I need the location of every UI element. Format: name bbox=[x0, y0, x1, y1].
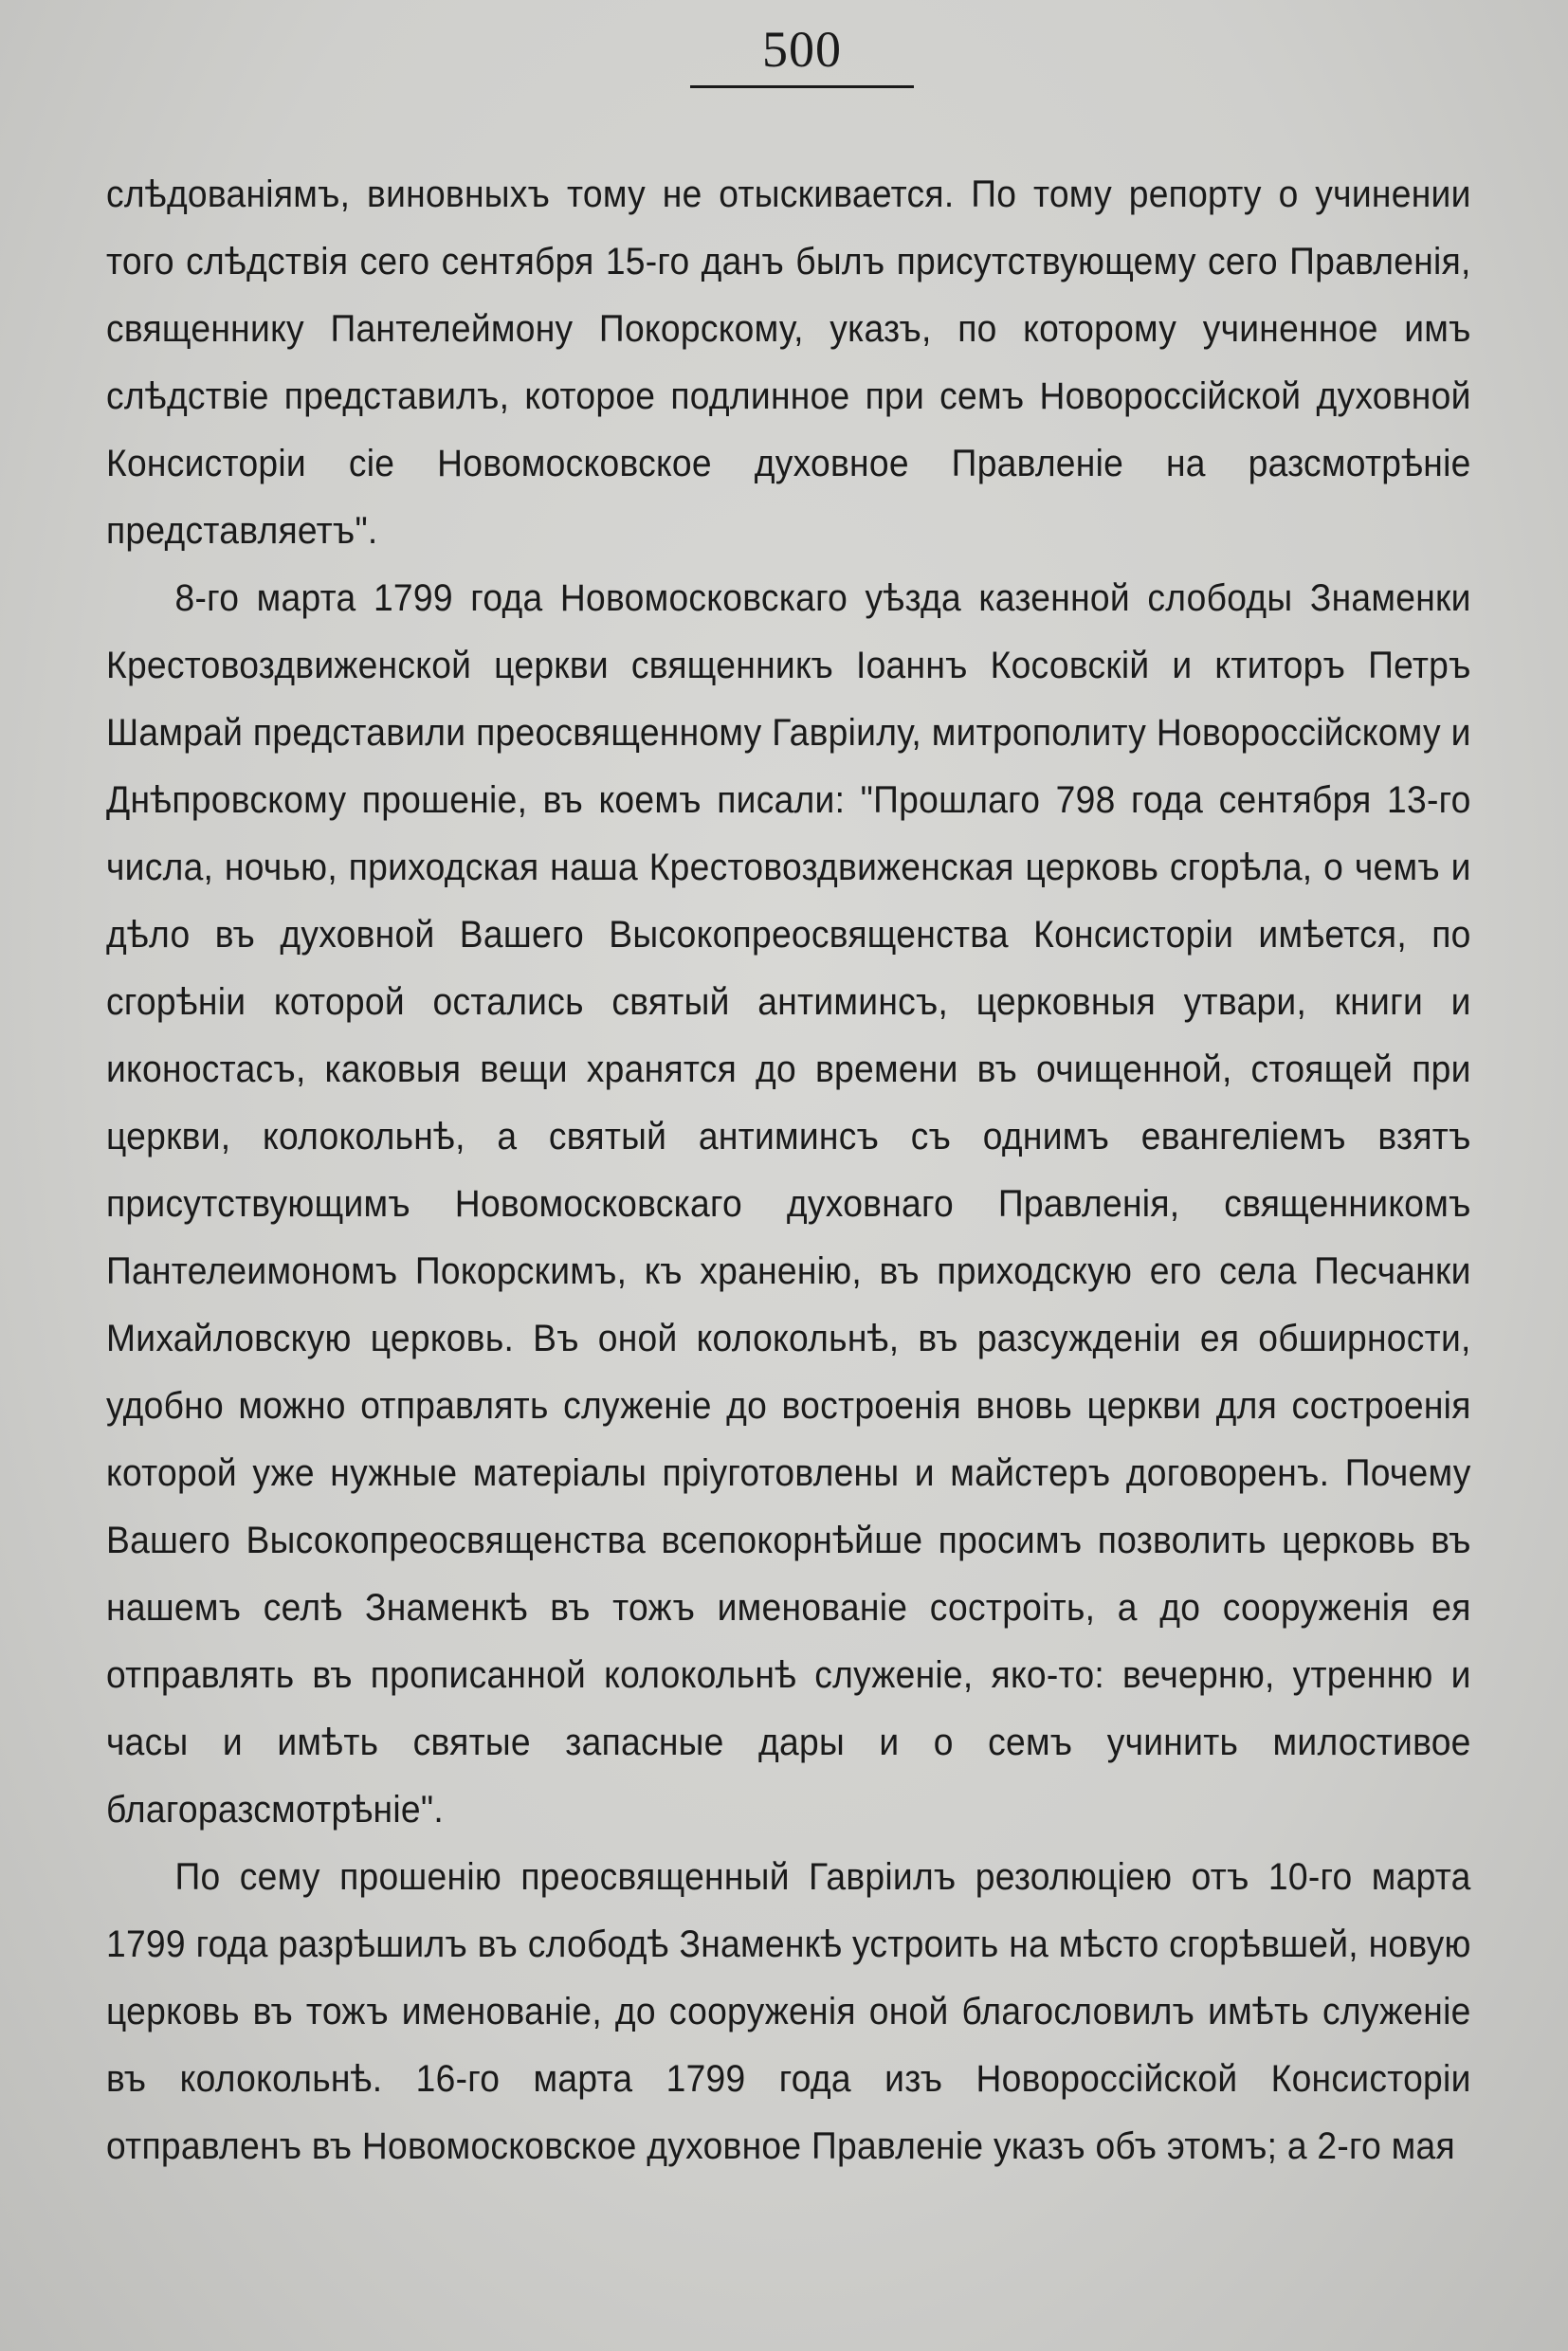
body-text bbox=[106, 161, 1471, 2180]
paragraph-continued: слѣдованіямъ, виновныхъ тому не отыскивается. По тому репорту о учинении того слѣдствія сего сентября 15-го данъ былъ присутствующему сего Правленія, священнику Пантелеймону Покорскому, указъ, по которому учиненное имъ слѣдствіе представилъ, которое подлинное при семъ Новороссійской духовной Консисторіи сіе Новомосковское духовное Правленіе на разсмотрѣніе представляетъ". bbox=[106, 173, 1471, 552]
page-header bbox=[690, 19, 914, 88]
paragraph-resolution: По сему прошенію преосвященный Гавріилъ резолюціею отъ 10-го марта 1799 года разрѣшилъ въ слободѣ Знаменкѣ устроить на мѣсто сгорѣвшей, новую церковь въ тожъ именованіе, до сооруженія оной благословилъ имѣть служеніе въ колокольнѣ. 16-го марта 1799 года изъ Новороссійской Консисторіи отправленъ въ Новомосковское духовное Правленіе указъ объ этомъ; а 2-го мая bbox=[106, 1856, 1471, 2167]
paragraph-petition: 8-го марта 1799 года Новомосковскаго уѣзда казенной слободы Знаменки Крестовоздвиженской церкви священникъ Іоаннъ Косовскій и ктиторъ Петръ Шамрай представили преосвященному Гавріилу, митрополиту Новороссійскому и Днѣпровскому прошеніе, въ коемъ писали: "Прошлаго 798 года сентября 13-го числа, ночью, приходская наша Крестовоздвиженская церковь сгорѣла, о чемъ и дѣло въ духовной Вашего Высокопреосвященства Консисторіи имѣется, по сгорѣніи которой остались святый антиминсъ, церковныя утвари, книги и иконостасъ, каковыя вещи хранятся до времени въ очищенной, стоящей при церкви, колокольнѣ, а святый антиминсъ съ однимъ евангеліемъ взятъ присутствующимъ Новомосковскаго духовнаго Правленія, священникомъ Пантелеимономъ Покорскимъ, къ храненію, въ приходскую его села Песчанки Михайловскую церковь. Въ оной колокольнѣ, въ разсужденіи ея обширности, удобно можно отправлять служеніе до востроенія вновь церкви для состроенія которой уже нужные матеріалы пріуготовлены и майстеръ договоренъ. Почему Вашего Высокопреосвященства всепокорнѣйше просимъ позволить церковь въ нашемъ селѣ Знаменкѣ въ тожъ именованіе состроіть, а до сооруженія ея отправлять въ прописанной колокольнѣ служеніе, яко-то: вечерню, утренню и часы и имѣть святые запасные дары и о семъ учинить милостивое благоразсмотрѣніе". bbox=[106, 577, 1471, 1831]
page-number: 500 bbox=[762, 21, 842, 78]
header-rule bbox=[690, 85, 914, 88]
